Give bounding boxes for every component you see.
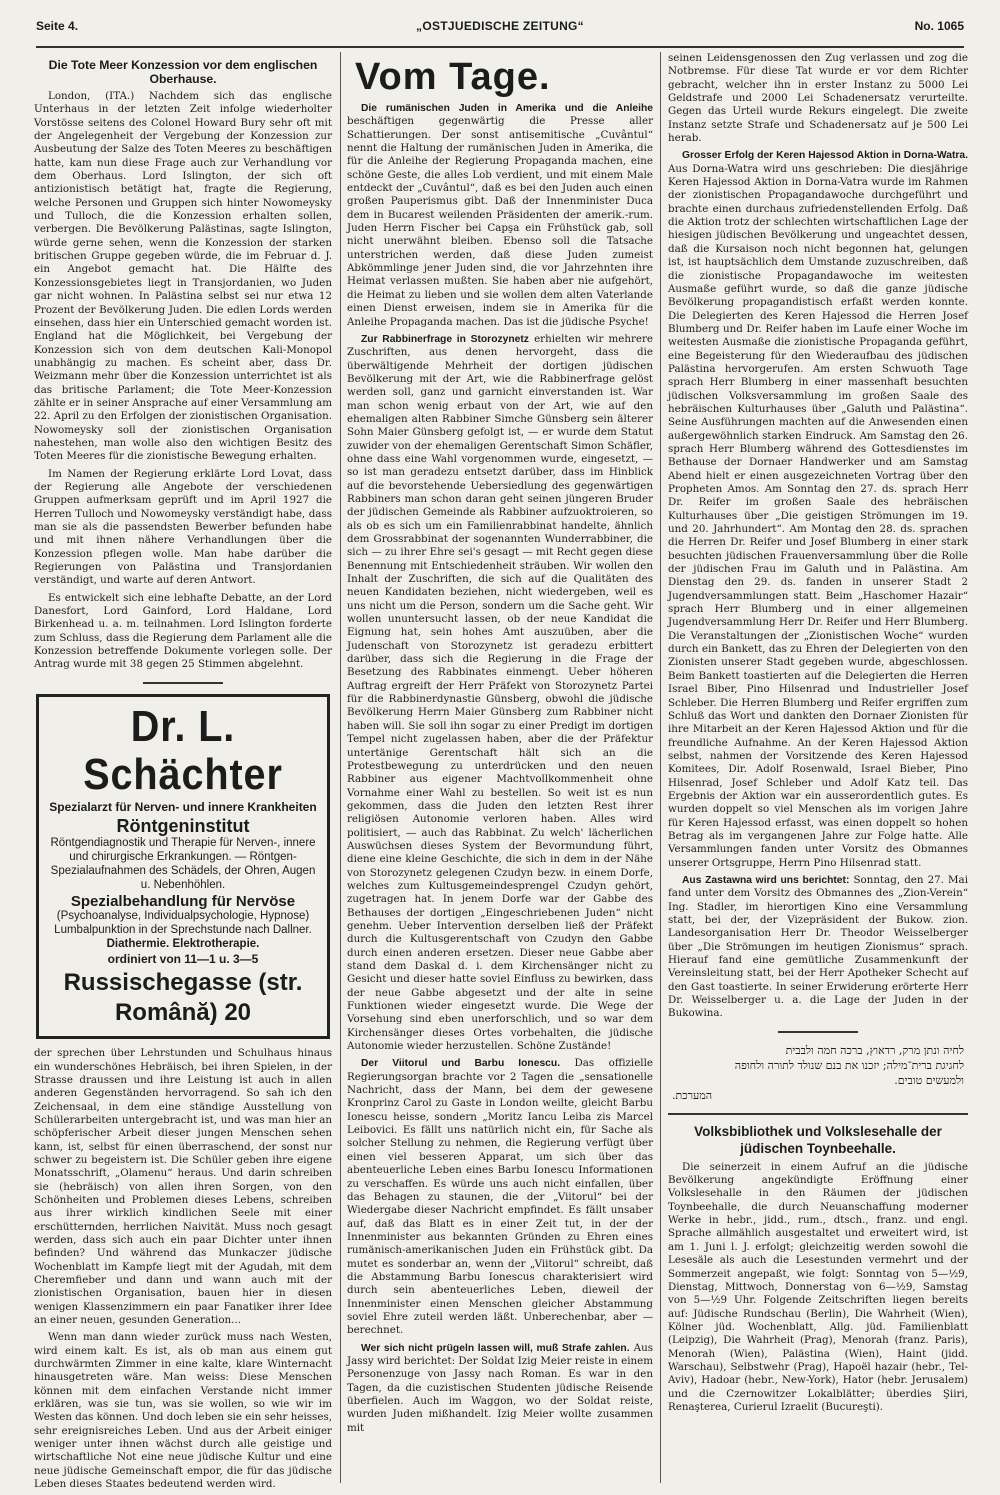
news-lead: Zur Rabbinerfrage in Storozynetz [361, 333, 529, 345]
news-text: Das offizielle Regierungsorgan brachte vor 2 Tagen die „sensationelle Nachricht, dass der Mann, bei dem der gewesene Kronprinz Carol zu Gaste in London weilte, gleicht Barbu Ionescu heisse, sondern „Moritz Iancu Leiba zis Marcel Leibovici. Es fällt uns natürlich nicht ein, für Sache als solcher Stellung zu nehmen, die Regierung verfügt über einen viel besseren Apparat, um sich über das abenteuerliche Leben eines Barbu Ionescu Informationen zu verschaffen. Es würde uns auch nicht einfallen, über das Behagen zu staunen, die der „Viitorul“ bei der Wiedergabe dieser Nachricht empfindet. Es fällt unsaber auf, daß das Blatt es in einer Zeit tut, in der der Innenminister aus bekannten Gründen zu Ehren eines rumänisch-amerikanischen Juden ein Frühstück gibt. Da mutet es sonderbar an, wenn der „Viitorul“ schreibt, daß die Abstammung Barbu Ionescus charakterisiert wird durch sein abenteuerliches Leben, dieweil der Innenminister einen Menschen gleicher Abstammung soviel Ehre zuteil werden läßt. Unberechenbar, aber — berechnet. [347, 1057, 653, 1337]
ad-specialty: Spezialarzt für Nerven- und innere Krankheiten [49, 799, 317, 814]
column-3 [668, 52, 968, 1483]
hebrew-signature: המערכת. [672, 1088, 713, 1102]
ad-doctor-name: Dr. L. Schächter [83, 701, 283, 799]
ad-therapy: Diathermie. Elektrotherapie. [106, 937, 260, 950]
news-text: beschäftigen gegenwärtig die Presse aller Schattierungen. Der sonst antisemitische „Cuvântul“ nennt die Haltung der rumänischen Juden in Amerika, die für die Anleihe der Regierung Propaganda machen, eine schöne Geste, die alles Lob verdient, und mit einem Male entdeckt der „Cuvântul“, daß es bei den Juden auch einen großen Pauperismus gibt. Daß der Innenminister Duca dem in Bucarest weilenden Präsidenten der amerik.-rum. Juden Herrn Fischer bei Capşa ein Frühstück gab, soll nicht unerwähnt bleiben. Ebenso soll die Tatsache unterstrichen werden, daß diese Juden zumeist Abkömmlinge jener Juden sind, die vor Jahrzehnten ihre Heimat verlassen mußten. Sie haben aber nie aufgehört, die Heimat zu lieben und sie wollen dem alten Vaterlande einen Dienst erweisen, indem sie in Amerika für die Anleihe Propaganda machen. Das ist die jüdische Psyche! [347, 115, 653, 328]
section-rule [668, 1113, 968, 1115]
news-lead: Der Viitorul und Barbu Ionescu. [361, 1058, 561, 1070]
issue-number: No. 1065 [914, 19, 964, 33]
column-divider [340, 52, 341, 1483]
article-paragraph: Im Namen der Regierung erklärte Lord Lovat, dass der Regierung alle Angebote der verschiedenen Gruppen aufmerksam geprüft und im April 1927 die Herren Tulloch und Nowomeysky verständigt habe, dass man sie als die passendsten Bewerber befunden habe und mit ihnen nähere Verhandlungen über die Konzession pflegen wolle. Man habe darüber die Regierungen von Palästina und Transjordanien verständigt, und warte auf deren Antwort. [34, 467, 332, 587]
news-item [668, 149, 968, 870]
page-number: Seite 4. [36, 19, 79, 33]
news-lead: Aus Zastawna wird uns berichtet: [682, 874, 850, 886]
column-divider [660, 52, 661, 1483]
ad-special-treatment: Spezialbehandlung für Nervöse [70, 893, 296, 911]
section-rule [143, 682, 223, 684]
column-2 [347, 52, 653, 1483]
article-paragraph: der sprechen über Lehrstunden und Schulhaus hinaus ein wunderschönes Hebräisch, bei ihren Spielen, in der Strasse draussen und ihre Leistung ist auch in allen anderen Gegenständen hervorragend. So sah ich den Zeichensaal, in dem eine ständige Ausstellung von Schülerarbeiten untergebracht ist, und was man hier an schöpferischer Arbeit dieser jungen Menschen sehen kann, ist, selbst für einen überraschend, der sonst nur schwer zu begeistern ist. Die Schüler geben ihre eigene Monatsschrift, „Olamenu“ heraus. Und darin schreiben sie (hebräisch) von allen ihren Sorgen, von den Schönheiten und Problemen dieses Lebens, schreiben aus ihrer wirklich kindlichen Seele mit einer erschütternden, herrlichen Naivität. Muss noch gesagt werden, dass sich auch ein paar Dichter unter ihnen befinden? Und während das Munkaczer jüdische Wochenblatt im Kampfe liegt mit der Agudah, mit dem Cheremfieber und dann und wann auch mit der zionistischen Organisation, bauen hier in diesen wenigen Klassenzimmern ein paar Fanatiker ihrer Idee an einer neuen, gesunden Generation... [34, 1047, 332, 1327]
advertisement-box [36, 694, 330, 1039]
column-1 [34, 52, 332, 1491]
ad-hours: ordiniert von 11—1 u. 3—5 [107, 951, 259, 966]
news-item [668, 874, 968, 1021]
section-title-vom-tage: Vom Tage. [355, 56, 551, 98]
section-rule [778, 1031, 858, 1033]
article-paragraph: London, (ITA.) Nachdem sich das englische Unterhaus in der letzten Zeit infolge wiederholter Vorstösse seitens des Colonel Howard Bury sehr oft mit der Angelegenheit der Vergebung der Konzession zur Ausbeutung der Salze des Toten Meeres zu beschäftigen hatte, kam nun diese Frage auch zur Verhandlung vor dem Oberhaus. Lord Islington, der sich oft antizionistisch betätigt hat, fragte die Regierung, welche Personen und Gruppen sich hinter Nowomeysky und Tulloch, die die Konzession erhalten sollen, verbergen. Die Bevölkerung Palästinas, sagte Islington, würde gerne sehen, wenn die Konzession der starken britischen Gruppe gegeben würde, die im Februar d. J. ein Angebot gemacht hat. Die Hälfte des Konzessionsgebietes liegt in Transjordanien, wo Juden gar nicht wohnen. In Palästina selbst sei nur etwa 12 Prozent der Bevölkerung Juden. Die edlen Lords werden einsehen, dass hier ein Unterschied gemacht worden ist. England hat die Möglichkeit, bei Vergebung der Konzession sich von dem deutschen Kali-Monopol unabhängig zu machen. Es scheint aber, dass Dr. Weizmann mehr über die Konzession unterrichtet ist als das britische Parlament; die Tote Meer-Konzession zählte er in seiner Ansprache auf einer Versammlung am 22. April zu den Erfolgen der zionistischen Organisation. Nowomeysky soll der zionistischen Organisation nahestehen, man wolle also den wichtigen Besitz des Toten Meeres für die zionistische Bewegung erhalten. [34, 90, 332, 463]
news-lead: Wer sich nicht prügeln lassen will, muß Strafe zahlen. [361, 1342, 630, 1354]
ad-institute: Röntgeninstitut [116, 816, 250, 837]
news-lead: Die rumänischen Juden in Amerika und die Anleihe [361, 103, 653, 114]
ad-address: Russischegasse (str. Română) 20 [63, 969, 303, 1027]
news-text: Aus Dorna-Watra wird uns geschrieben: Die diesjährige Keren Hajessod Aktion in Dorna-Vatra wurde im Rahmen der zionistischen Propagandawoche durchgeführt und brachte einen durchaus zufriedenstellenden Erfolg. Daß die Aktion trotz der schlechten wirtschaftlichen Lage der hiesigen jüdischen Bevölkerung und ungeachtet dessen, daß die Kursaison noch nicht begonnen hat, gelungen ist, ist hauptsächlich dem Umstande zuzuschreiben, daß die zionistische Propagandawoche im weitesten Ausmaße geführt wurde, so daß die ganze jüdische Bevölkerung propagandistisch erfaßt werden konnte. Die Delegierten des Keren Hajessod die Herren Josef Blumberg und Dr. Reifer haben im Laufe einer Woche im weitesten Ausmaße die zionistische Propaganda geführt, eine Begeisterung für den Wiederaufbau des jüdischen Palästina hervorgerufen. Am ersten Schwuoth Tage sprach Herr Blumberg in einer massenhaft besuchten jüdischen Volksversammlung im großen Saale des hebräischen Kulturhauses über „Galuth und Palästina“. Seine Ausführungen machten auf die Anwesenden einen außergewöhnlich starken Eindruck. Am Samstag den 26. sprach Herr Blumberg während des Gottesdienstes im Bethause der Dornaer Handwerker und am Samstag Abend hielt er einen ausgezeichneten Vortrag über den Propheten Amos. Am Sonntag den 27. ds. sprach Herr Dr. Reifer im großen Saale des hebräischen Kulturhauses über „Die geistigen Strömungen im 19. und 20. Jahrhundert“. Am Montag den 28. ds. sprachen die Herren Dr. Reifer und Josef Blumberg in einer stark besuchten jüdischen Frauenversammlung über die Rolle der jüdischen Frau im Galuth und in Palästina. Am Dienstag den 29. ds. fanden in unserer Stadt 2 Jugendversammlungen statt. Beim „Haschomer Hazair“ sprach Herr Blumberg und in einer allgemeinen Jugendversammlung Herr Dr. Reifer und Herr Blumberg. Die Veranstaltungen der „Zionistischen Woche“ wurden durch ein Bankett, das zu Ehren der Delegierten von den Zionisten unserer Stadt gegeben wurde, abgeschlossen. Beim Bankett toastierten auf die Delegierten die Herren Israel Biber, Pino Hilsenrad und Industrieller Josef Schleber. Die Herren Blumberg und Reifer ergriffen zum Schluß das Wort und dankten den Dornaer Zionisten für ihre Mitarbeit an der Keren Hajessod Aktion und für die freundliche Aufnahme. An der Keren Hajessod Aktion selbst, nahmen der Vorsitzende des Keren Hajessod Komitees, Dir. Adolf Rosenwald, Israel Bieber, Pino Hilsenrad, Josef Schleber und Adolf Katz teil. Das Ergebnis der Aktion war ein ausserordentlich gutes. Es wurden doppelt so viel Menschen als im vorigen Jahre für Keren Hajessod erfasst, was einen doppelt so hohen Betrag als im vergangenen Jahre zur Folge hatte. Alle Versammlungen fanden unter Vorsitz des Obmannes unserer Ortsgruppe, Herrn Pino Hilsenrad statt. [668, 162, 968, 869]
article-paragraph: Die seinerzeit in einem Aufruf an die jüdische Bevölkerung angekündigte Eröffnung einer Volkslesehalle in den Räumen der jüdischen Toynbeehalle, die durch Neuanschaffung moderner Werke in hebr., jidd., rum., dtsch., franz. und engl. Sprache allmählich ausgestaltet und erweitert wird, ist am 1. Juni l. J. erfolgt; gleichzeitig werden sowohl die Lesesäle als auch die Lesestunden vermehrt und der Sommerzeit angepaßt, wie folgt: Sonntag von 5—½9, Dienstag, Mittwoch, Donnerstag von 6—½9, Samstag von 5—½9 Uhr. Folgende Zeitschriften liegen bereits auf: Jüdische Rundschau (Berlin), Die Wahrheit (Wien), Kölner jüd. Wochenblatt, Allg. jüd. Familienblatt (Leipzig), Die Wahrheit (Prag), Menorah (franz. Paris), Menorah (Wien), Palästina (Wien), Haint (jidd. Warschau), Selbstwehr (Prag), Hapoël hazair (hebr., Tel-Aviv), Hadoar (hebr., New-York), Hator (hebr. Jerusalem) und die Czernowitzer Lokalblätter; überdies Şiiri, Renaşterea, Curierul Izraelit (Bucureşti). [668, 1160, 968, 1413]
header-rule [36, 46, 964, 48]
article-paragraph: seinen Leidensgenossen den Zug verlassen und zog die Notbremse. Für diese Tat wurde er vor dem Richter gebracht, welcher ihn in erster Instanz zu 5000 Lei Geldstrafe und 2000 Lei Schadenersatz verurteilte. Gegen das Urteil wurde Rekurs eingelegt. Die zweite Instanz setzte Strafe und Schadenersatz auf je 500 Lei herab. [668, 52, 968, 145]
news-text: Aus Jassy wird berichtet: Der Soldat Izig Meier reiste in einem Personenzuge von Jassy nach Roman. Es war in den Tagen, da die cuzistischen Studenten jüdische Reisende überfielen. Auch im Waggon, wo der Soldat reiste, wurden Juden mißhandelt. Izig Meier wollte zusammen mit [347, 1341, 653, 1434]
news-item [347, 102, 653, 329]
news-text: erhielten wir mehrere Zuschriften, aus denen hervorgeht, dass die überwältigende Mehrheit der dortigen jüdischen Bevölkerung mit der Art, wie die Rabbinerfrage gelöst werden soll, ganz und garnicht einverstanden ist. War man schon wenig erbaut von der Art, wie auf den ehemaligen alten Rabbiner Simche Günsberg sein älterer Sohn Maier Günsberg gefolgt ist, — er wurde dem Statut zuwider von der ehemaligen Gerentschaft Simon Schäfler, ohne dass eine Wahl vorgenommen wurde, eingesetzt, — so ist man geradezu entsetzt darüber, dass im Hinblick auf die bevorstehende Uebersiedlung des gegenwärtigen Rabbiners man schon daran geht seinen jüngeren Bruder der jüdischen Gemeinde als Rabbiner aufzuoktroieren, so als ob es sich um ein Familienrabbinat handelte, ähnlich dem Grossrabbinat der sogenannten Wunderrabbiner, die sich — zu ihrer Ehre sei's gesagt — mit Recht gegen diese Benennung mit Entschiedenheit sträuben. Wir wollen den Inhalt der Zuschriften, die sich auf die Qualitäten des neuen Kandidaten beziehen, nicht wiedergeben, weil es uns nicht um die Person, sondern um die Sache geht. Wir wollen ununtersucht lassen, ob der neue Kandidat die Eignung hat, sein hohes Amt auszuüben, aber die Judenschaft von Storozynetz ist geradezu erbittert darüber, dass sich die Regierung in die Frage der Besetzung des Rabbinates einmengt. Ueber höheren Auftrag ergreift der Herr Präfekt von Storozynetz Partei für die Rabbinerdynastie Günsberg, obwohl die jüdische Bevölkerung Herrn Maier Günsberg zum Rabbiner nicht haben will. Sie soll ihn sogar zu einer Predigt im dortigen Tempel nicht zugelassen haben, aber die der Präfektur untertänige Gerentschaft hält sich an die Protestbewegung zu unterdrücken und den neuen Rabbiner aus eigener Machtvollkommenheit ohne Vornahme einer Wahl zu bestellen. So weit ist es nun gekommen, dass die Juden den letzten Rest ihrer religiösen Autonomie verloren haben. Alles wird politisiert, — auch das Rabbinat. Zu welch' lächerlichen Auswüchsen dieses System der Bevormundung führt, diene eine kleine Geschichte, die sich in dem in der Nähe von Storozynetz gelegenen Czudyn bezw. in einem Dorfe, welches zum Kultusgemeindesprengel Czudyn gehört, zugetragen hat. In jenem Dorfe war der Gabbe des Bethauses der dortigen „Eingeschriebenen Juden“ nicht genehm. Ueber Intervention derselben ließ der Präfekt durch die Kultusgerentschaft von Czudyn den Gabbe durch einen anderen ersetzen. Dieser neue Gabbe aber stand dem Daskal d. i. dem Kirchensänger nicht zu Gesicht und dieser hatte soviel Einfluss zu bewirken, dass der neue Gabbe abgesetzt und der alte in seine Funktionen wieder eingesetzt wurde. Die Wege der Vorsehung sind eben unerforschlich, und so war dem Kirchensänger dieses Ortes vorbehalten, die jüdische Autonomie wieder herzustellen. Schöne Zustände! [347, 332, 653, 1053]
article-title-library: Volksbibliothek und Volkslesehalle der jüdischen Toynbeehalle. [694, 1123, 942, 1156]
hebrew-line: ולמעשים טובים. [894, 1073, 964, 1087]
hebrew-line: לחיה ונתן מרק, רדאוץ, ברכה חמה ולבבית [785, 1043, 964, 1057]
ad-special-detail: (Psychoanalyse, Individualpsychologie, Hypnose) [56, 909, 310, 922]
page-header [36, 16, 964, 38]
news-item [347, 1342, 653, 1435]
hebrew-line: לחגיגת ברית־מילה; יזכנו את בנם שנולד לתורה ולחופה [734, 1058, 964, 1072]
hebrew-greeting [672, 1043, 964, 1103]
article-title-dead-sea: Die Tote Meer Konzession vor dem englischen Oberhause. [48, 58, 318, 86]
ad-lumbal: Lumbalpunktion in der Sprechstunde nach Dallner. [54, 923, 312, 936]
news-lead: Grosser Erfolg der Keren Hajessod Aktion in Dorna-Watra. [682, 150, 968, 162]
news-item [347, 1057, 653, 1337]
article-paragraph: Wenn man dann wieder zurück muss nach Westen, wird einem kalt. Es ist, als ob man aus einem gut durchwärmten Zimmer in eine kalte, klare Winternacht hinausgetreten wäre. Man weiss: Diese Menschen können mit dem einfachen Verstande nicht immer erklären, was sie tun, was sie wollen, so wie wir im Westen das können. Und doch leben sie ein sehr heisses, sehr ereignisreiches Leben. Und aus der Arbeit einiger weniger unter ihnen wächst durch alle geistige und wirtschaftliche Not eine neue jüdische Kultur und eine neue jüdische Gemeinschaft empor, die für das jüdische Leben dieses Staates bedeutend werden wird. [34, 1331, 332, 1491]
newspaper-title: „OSTJUEDISCHE ZEITUNG“ [416, 19, 584, 33]
article-paragraph: Es entwickelt sich eine lebhafte Debatte, an der Lord Danesfort, Lord Gainford, Lord Haldane, Lord Birkenhead u. a. m. teilnahmen. Lord Islington forderte zum Schluss, dass die Regierung dem Parlament alle die Konzession betreffende Dokumente vorlegen solle. Der Antrag wurde mit 38 gegen 25 Stimmen abgelehnt. [34, 591, 332, 671]
news-item [347, 333, 653, 1054]
news-text: Sonntag, den 27. Mai fand unter dem Vorsitz des Obmannes des „Zion-Verein“ Ing. Stadler, im hierortigen Kino eine Versammlung statt, bei der, der Vizepräsident der Bukow. zion. Landesorganisation Herr Dr. Theodor Weisselberger über „Die Strömungen im heutigen Zionismus“ sprach. Hierauf fand eine gemütliche Zusammenkunft der Vereinsleitung statt, bei der Herr Apotheker Schecht auf den Gast toastierte. In seiner Erwiderung erörterte Herr Dr. Weisselberger u. a. die Lage der Juden in der Bukowina. [668, 873, 968, 1020]
ad-services: Röntgendiagnostik und Therapie für Nerven-, innere und chirurgische Erkrankungen. — Röntgen-Spezialaufnahmen des Schädels, der Ohren, Augen u. Nebenhöhlen. [50, 837, 316, 892]
